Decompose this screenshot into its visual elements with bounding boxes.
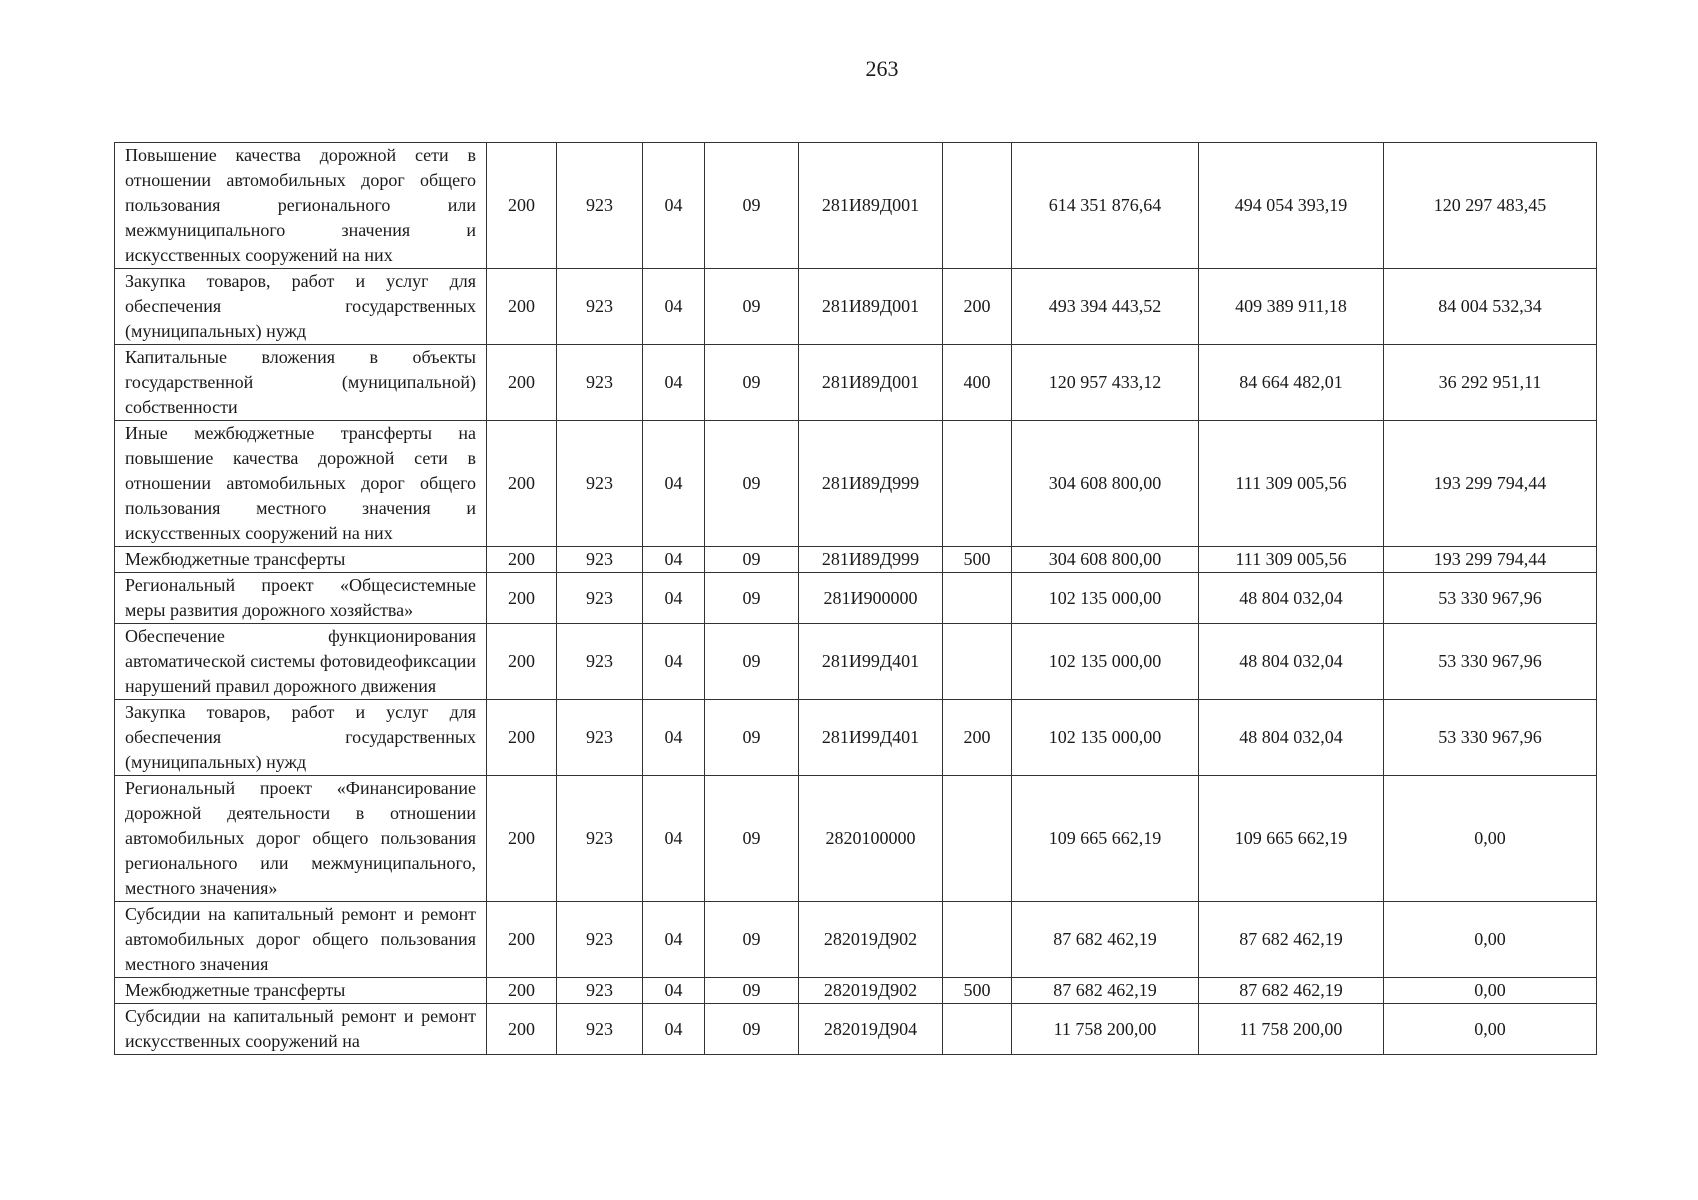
row-code-expense: 200 [943,700,1012,776]
table-row [115,547,1597,573]
row-code-expense: 500 [943,547,1012,573]
row-amount-total: 120 957 433,12 [1012,345,1199,421]
row-code-razdel: 04 [643,776,705,902]
row-code-target: 281И89Д001 [799,143,943,269]
row-code-expense: 500 [943,978,1012,1004]
row-code-podrazdel: 09 [705,978,799,1004]
row-amount-2: 48 804 032,04 [1199,700,1384,776]
row-amount-2: 48 804 032,04 [1199,573,1384,624]
table-row [115,269,1597,345]
row-description-text: Закупка товаров, работ и услуг для обеспечения государственных (муниципальных) нужд [125,271,476,341]
row-amount-3: 0,00 [1384,978,1597,1004]
table-row [115,902,1597,978]
row-code-razdel: 04 [643,143,705,269]
row-code-razdel: 04 [643,573,705,624]
row-code-200: 200 [487,624,557,700]
row-code-podrazdel: 09 [705,624,799,700]
row-code-razdel: 04 [643,421,705,547]
row-description [115,776,487,902]
row-amount-3: 120 297 483,45 [1384,143,1597,269]
table-row [115,345,1597,421]
row-description-text: Закупка товаров, работ и услуг для обеспечения государственных (муниципальных) нужд [125,702,476,772]
row-code-200: 200 [487,776,557,902]
row-amount-3: 193 299 794,44 [1384,547,1597,573]
row-code-glava: 923 [557,547,643,573]
page-number: 263 [865,56,899,81]
row-code-glava: 923 [557,978,643,1004]
row-code-target: 281И99Д401 [799,700,943,776]
row-code-expense [943,143,1012,269]
row-amount-2: 11 758 200,00 [1199,1004,1384,1055]
row-amount-3: 0,00 [1384,902,1597,978]
row-description-text: Повышение качества дорожной сети в отношении автомобильных дорог общего пользования регионального или межмуниципального значения и искусственных сооружений на них [125,145,476,265]
row-description [115,547,487,573]
row-code-razdel: 04 [643,902,705,978]
row-code-200: 200 [487,143,557,269]
row-amount-2: 87 682 462,19 [1199,978,1384,1004]
row-code-razdel: 04 [643,269,705,345]
row-description-text: Субсидии на капитальный ремонт и ремонт автомобильных дорог общего пользования местного значения [125,904,476,974]
row-amount-3: 53 330 967,96 [1384,624,1597,700]
row-amount-total: 11 758 200,00 [1012,1004,1199,1055]
row-code-podrazdel: 09 [705,269,799,345]
row-code-200: 200 [487,978,557,1004]
row-description [115,421,487,547]
row-description [115,345,487,421]
row-code-glava: 923 [557,902,643,978]
row-amount-total: 87 682 462,19 [1012,902,1199,978]
row-code-expense: 200 [943,269,1012,345]
row-code-podrazdel: 09 [705,1004,799,1055]
row-code-expense [943,421,1012,547]
row-code-expense: 400 [943,345,1012,421]
row-description-text: Межбюджетные трансферты [125,980,346,1000]
row-amount-total: 493 394 443,52 [1012,269,1199,345]
row-amount-2: 111 309 005,56 [1199,421,1384,547]
row-code-target: 281И900000 [799,573,943,624]
table-row [115,700,1597,776]
row-code-target: 281И89Д999 [799,547,943,573]
row-code-podrazdel: 09 [705,345,799,421]
row-amount-3: 84 004 532,34 [1384,269,1597,345]
row-description [115,624,487,700]
row-amount-3: 53 330 967,96 [1384,700,1597,776]
row-description [115,573,487,624]
row-amount-total: 102 135 000,00 [1012,573,1199,624]
table-row [115,421,1597,547]
row-code-podrazdel: 09 [705,776,799,902]
row-code-glava: 923 [557,1004,643,1055]
row-description-text: Межбюджетные трансферты [125,549,346,569]
row-description [115,978,487,1004]
row-amount-3: 193 299 794,44 [1384,421,1597,547]
table-row [115,624,1597,700]
row-code-target: 281И89Д001 [799,269,943,345]
row-code-glava: 923 [557,345,643,421]
row-description-text: Иные межбюджетные трансферты на повышение качества дорожной сети в отношении автомобильных дорог общего пользования местного значения и искусственных сооружений на них [125,423,476,543]
row-code-podrazdel: 09 [705,902,799,978]
row-code-200: 200 [487,345,557,421]
row-code-expense [943,902,1012,978]
row-description [115,1004,487,1055]
row-code-razdel: 04 [643,547,705,573]
row-amount-3: 0,00 [1384,776,1597,902]
row-amount-3: 53 330 967,96 [1384,573,1597,624]
row-amount-2: 109 665 662,19 [1199,776,1384,902]
row-code-podrazdel: 09 [705,143,799,269]
row-code-200: 200 [487,1004,557,1055]
row-amount-total: 109 665 662,19 [1012,776,1199,902]
row-description-text: Субсидии на капитальный ремонт и ремонт искусственных сооружений на [125,1006,476,1051]
row-description-text: Капитальные вложения в объекты государственной (муниципальной) собственности [125,347,476,417]
row-description [115,269,487,345]
row-code-200: 200 [487,421,557,547]
row-code-podrazdel: 09 [705,547,799,573]
row-description-text: Региональный проект «Финансирование дорожной деятельности в отношении автомобильных дорог общего пользования регионального или межмуниципального, местного значения» [125,778,476,898]
row-amount-3: 36 292 951,11 [1384,345,1597,421]
row-code-target: 281И99Д401 [799,624,943,700]
row-amount-2: 84 664 482,01 [1199,345,1384,421]
row-code-200: 200 [487,573,557,624]
row-code-razdel: 04 [643,700,705,776]
row-amount-3: 0,00 [1384,1004,1597,1055]
row-description [115,700,487,776]
row-code-target: 2820100000 [799,776,943,902]
row-code-razdel: 04 [643,624,705,700]
row-amount-total: 304 608 800,00 [1012,421,1199,547]
row-description [115,143,487,269]
row-code-expense [943,624,1012,700]
table-row [115,978,1597,1004]
table-row [115,143,1597,269]
row-code-200: 200 [487,902,557,978]
table-body [115,143,1597,1055]
row-amount-2: 494 054 393,19 [1199,143,1384,269]
row-amount-2: 87 682 462,19 [1199,902,1384,978]
row-code-glava: 923 [557,573,643,624]
row-amount-2: 409 389 911,18 [1199,269,1384,345]
row-code-target: 282019Д902 [799,978,943,1004]
budget-table [114,142,1597,1055]
row-code-glava: 923 [557,421,643,547]
row-code-expense [943,776,1012,902]
row-code-podrazdel: 09 [705,421,799,547]
row-amount-total: 102 135 000,00 [1012,624,1199,700]
table-row [115,573,1597,624]
row-code-razdel: 04 [643,1004,705,1055]
row-code-glava: 923 [557,269,643,345]
table-row [115,776,1597,902]
row-amount-total: 102 135 000,00 [1012,700,1199,776]
row-code-glava: 923 [557,624,643,700]
row-code-200: 200 [487,269,557,345]
row-code-target: 281И89Д001 [799,345,943,421]
row-code-glava: 923 [557,776,643,902]
row-amount-total: 304 608 800,00 [1012,547,1199,573]
row-code-200: 200 [487,547,557,573]
row-description [115,902,487,978]
row-code-target: 282019Д902 [799,902,943,978]
row-code-podrazdel: 09 [705,573,799,624]
row-code-glava: 923 [557,700,643,776]
row-code-expense [943,573,1012,624]
row-code-razdel: 04 [643,345,705,421]
row-amount-total: 87 682 462,19 [1012,978,1199,1004]
row-code-razdel: 04 [643,978,705,1004]
row-code-200: 200 [487,700,557,776]
row-code-expense [943,1004,1012,1055]
row-code-target: 281И89Д999 [799,421,943,547]
table-row [115,1004,1597,1055]
row-description-text: Региональный проект «Общесистемные меры развития дорожного хозяйства» [125,575,476,620]
row-amount-2: 48 804 032,04 [1199,624,1384,700]
row-code-target: 282019Д904 [799,1004,943,1055]
row-description-text: Обеспечение функционирования автоматической системы фотовидеофиксации нарушений правил дорожного движения [125,626,476,696]
row-code-podrazdel: 09 [705,700,799,776]
row-amount-total: 614 351 876,64 [1012,143,1199,269]
row-amount-2: 111 309 005,56 [1199,547,1384,573]
row-code-glava: 923 [557,143,643,269]
